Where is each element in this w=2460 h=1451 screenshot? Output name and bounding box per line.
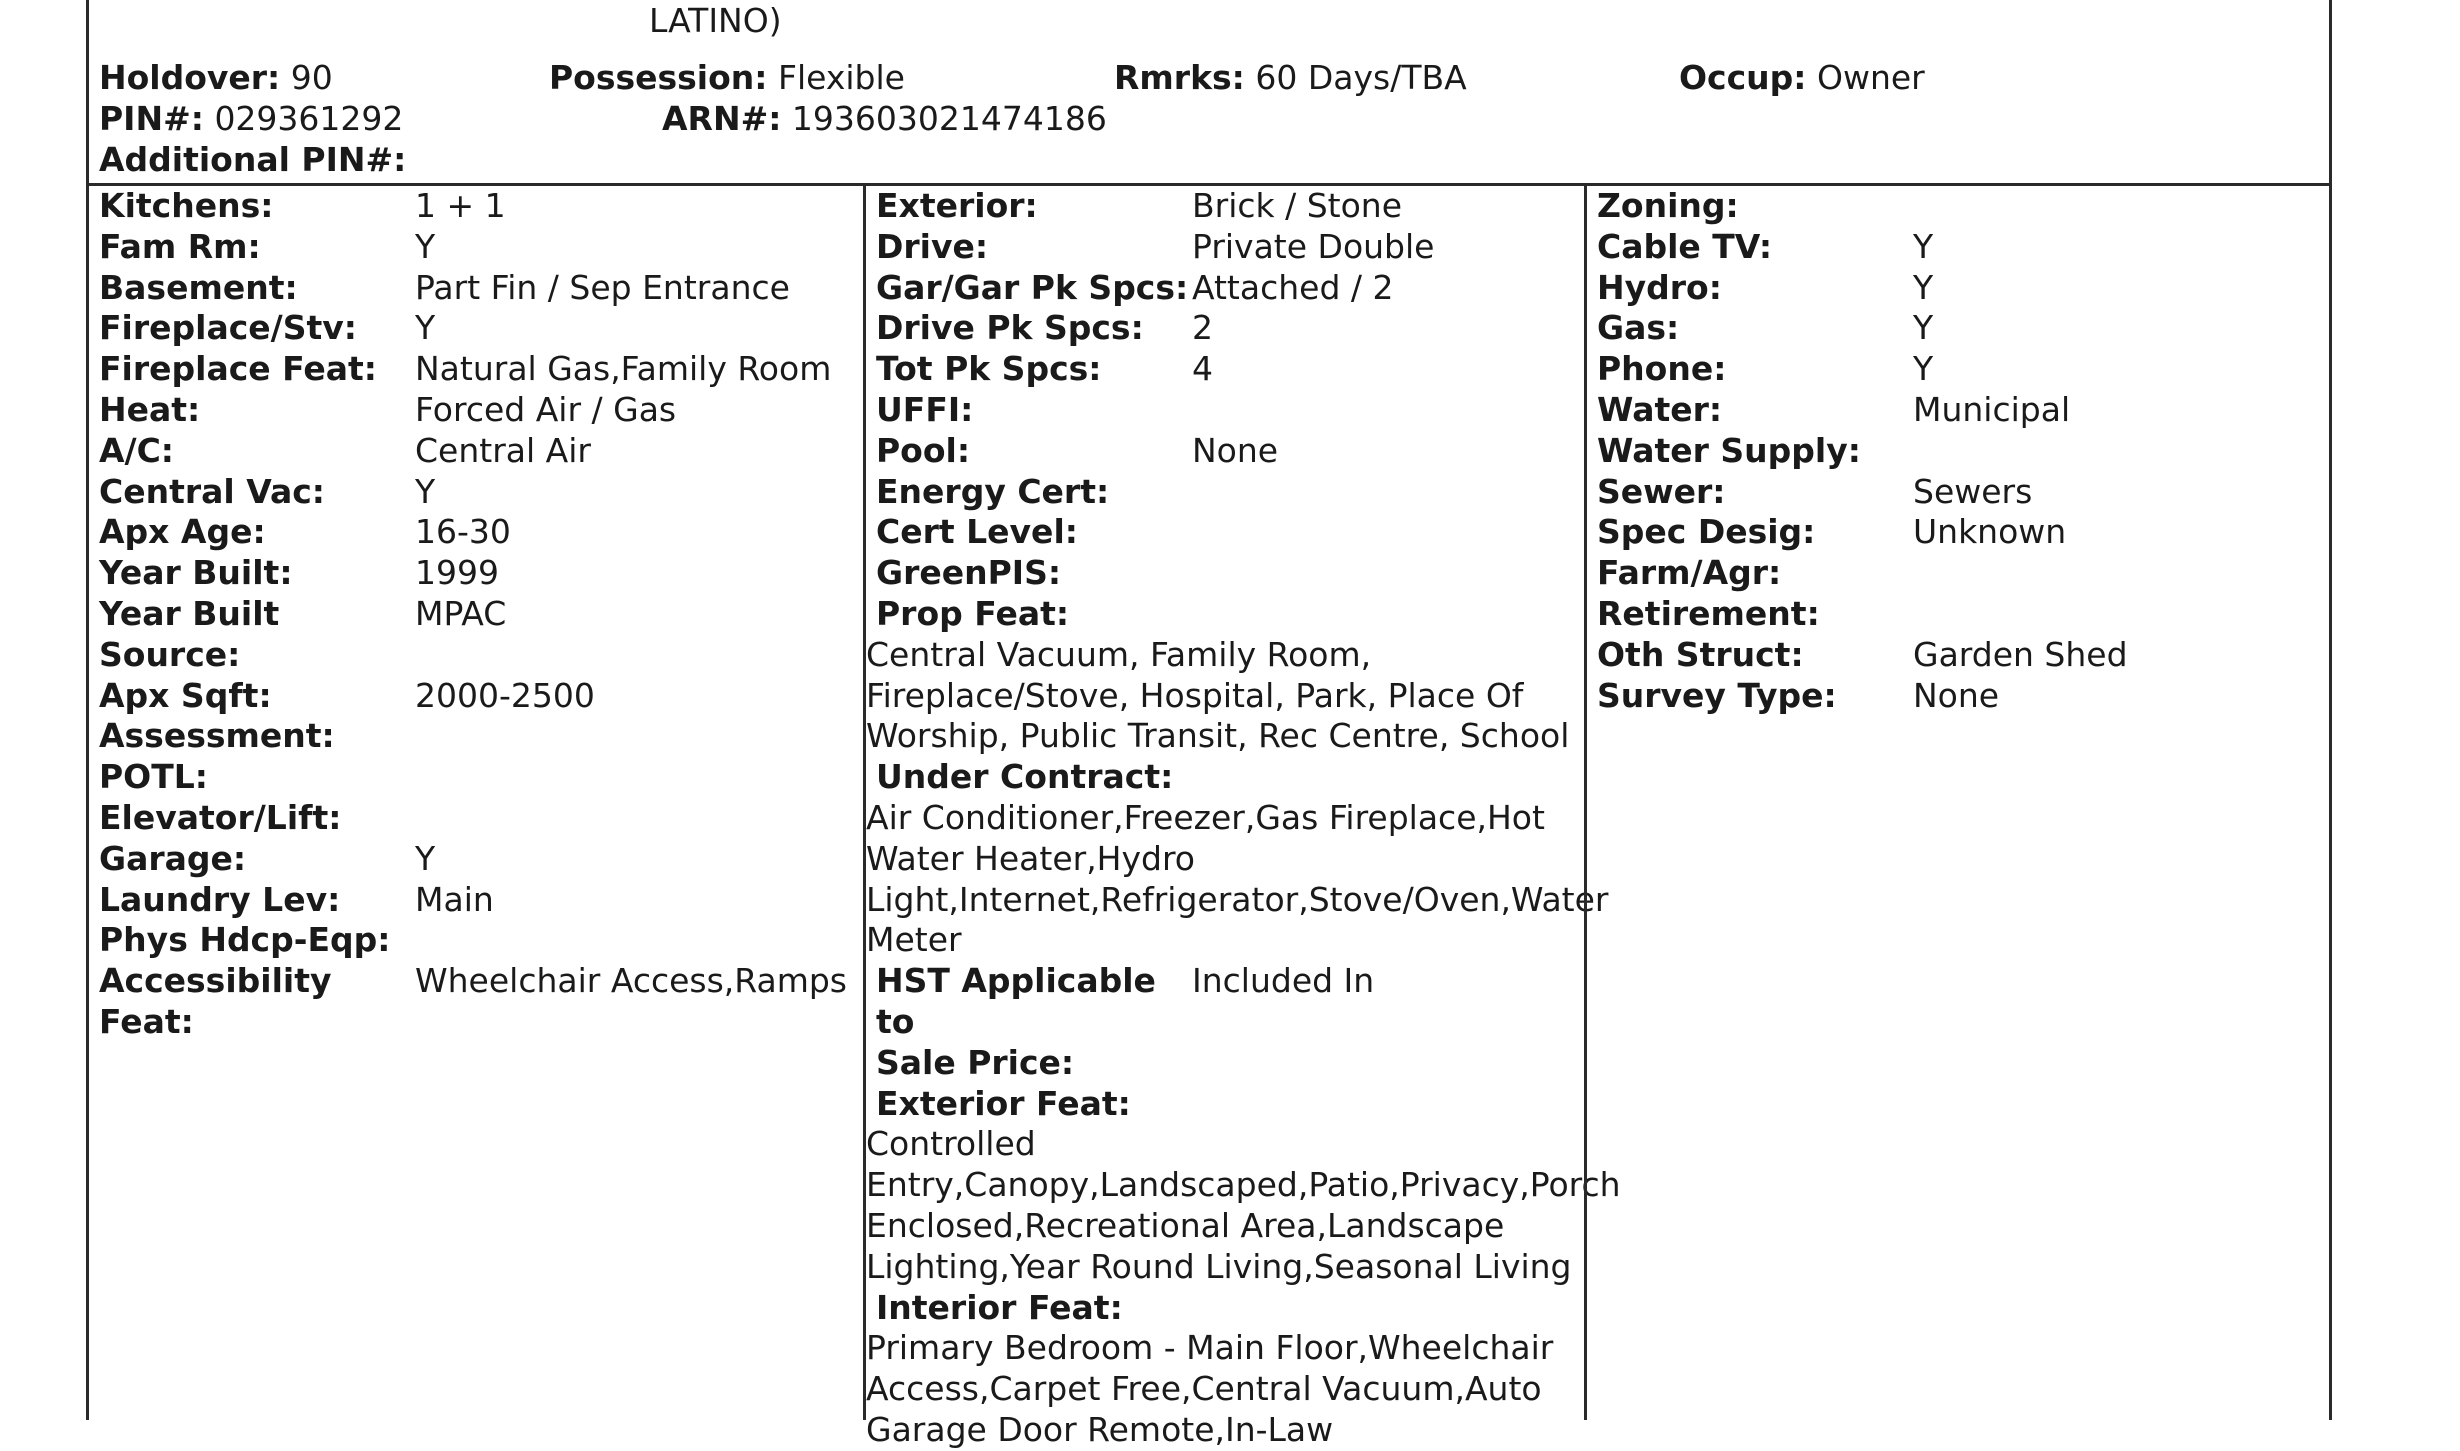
arn-field: [662, 98, 1107, 139]
interior-feat-label: Interior Feat:: [876, 1287, 1123, 1327]
services-field-value: None: [1913, 675, 2000, 715]
under-contract-text: [866, 797, 1609, 961]
column-exterior-details: [863, 186, 1621, 1449]
rmrks-label: Rmrks:: [1114, 58, 1245, 97]
exterior-field-value: [1192, 512, 1582, 553]
interior-field-row: [99, 635, 847, 676]
exterior-field-value: [1192, 390, 1582, 431]
hst-label-line-1: HST Applicable to: [876, 961, 1156, 1041]
exterior-field-row: [866, 308, 1582, 349]
exterior-field-row: [866, 553, 1582, 594]
interior-field-value: [415, 798, 847, 839]
interior-field-value: Main: [415, 879, 494, 919]
interior-field-row: [99, 880, 847, 921]
interior-field-row: [99, 472, 847, 513]
interior-field-row: [99, 920, 847, 961]
exterior-field-row: [866, 349, 1582, 390]
interior-field-row: [99, 308, 847, 349]
exterior-field-row: [866, 268, 1582, 309]
interior-field-label: Kitchens:: [99, 186, 274, 225]
prop-feat-text: [866, 635, 1582, 757]
services-field-row: [1597, 186, 2128, 227]
services-field-value: Garden Shed: [1913, 634, 2128, 674]
exterior-field-row: [866, 227, 1582, 268]
services-field-row: [1597, 472, 2128, 513]
interior-field-value: [415, 757, 847, 798]
exterior-field-label: GreenPIS:: [876, 553, 1062, 593]
interior-field-value: Y: [415, 471, 436, 511]
occup-label: Occup:: [1679, 58, 1807, 97]
services-field-label: Survey Type:: [1597, 675, 1837, 715]
exterior-field-value: None: [1192, 430, 1279, 470]
interior-details-list: [99, 186, 847, 1043]
pin-field: [99, 98, 403, 139]
services-field-row: [1597, 431, 2128, 472]
hst-label: [866, 961, 1192, 1083]
interior-feat-text: [866, 1328, 1582, 1450]
interior-field-label: Garage:: [99, 838, 247, 878]
interior-field-row: [99, 553, 847, 594]
under-contract-line: Light,Internet,Refrigerator,Stove/Oven,Water: [866, 879, 1609, 919]
additional-pin-label: Additional PIN#:: [99, 140, 407, 179]
services-field-value: Y: [1913, 226, 1934, 266]
interior-field-value: 1 + 1: [415, 186, 506, 225]
interior-field-value: [415, 716, 847, 757]
services-field-row: [1597, 512, 2128, 553]
interior-field-label: Phys Hdcp-Eqp:: [99, 920, 391, 960]
exterior-field-label: Gar/Gar Pk Spcs:: [876, 267, 1189, 307]
services-field-label: Cable TV:: [1597, 226, 1773, 266]
pin-value: 029361292: [214, 99, 404, 138]
services-field-row: [1597, 390, 2128, 431]
services-field-label: Zoning:: [1597, 186, 1739, 225]
interior-field-label: Basement:: [99, 267, 298, 307]
interior-field-label: Source:: [99, 634, 241, 674]
interior-field-label: Year Built:: [99, 553, 293, 593]
exterior-field-label: Cert Level:: [876, 512, 1078, 552]
interior-field-row: [99, 716, 847, 757]
interior-field-value: 16-30: [415, 512, 511, 552]
interior-field-value: Central Air: [415, 430, 591, 470]
exterior-field-row: [866, 472, 1582, 513]
interior-field-value: Y: [415, 838, 436, 878]
exterior-feat-line: Enclosed,Recreational Area,Landscape: [866, 1205, 1505, 1245]
exterior-field-label: UFFI:: [876, 389, 974, 429]
interior-field-label: Laundry Lev:: [99, 879, 341, 919]
under-contract-line: Air Conditioner,Freezer,Gas Fireplace,Hot: [866, 797, 1545, 837]
services-field-label: Farm/Agr:: [1597, 553, 1782, 593]
interior-field-value: [415, 920, 847, 961]
services-field-row: [1597, 308, 2128, 349]
exterior-field-label: Energy Cert:: [876, 471, 1110, 511]
listing-sheet: [86, 0, 2332, 1449]
interior-field-label: Elevator/Lift:: [99, 797, 342, 837]
interior-field-row: [99, 512, 847, 553]
interior-field-value: MPAC: [415, 593, 507, 633]
exterior-field-row: [866, 390, 1582, 431]
services-field-row: [1597, 349, 2128, 390]
services-field-label: Spec Desig:: [1597, 512, 1816, 552]
interior-feat-line: Access,Carpet Free,Central Vacuum,Auto: [866, 1369, 1542, 1409]
services-field-label: Oth Struct:: [1597, 634, 1804, 674]
interior-field-row: [99, 227, 847, 268]
services-field-value: Unknown: [1913, 512, 2067, 552]
possession-field: [549, 57, 905, 98]
services-field-label: Sewer:: [1597, 471, 1726, 511]
under-contract-line: Meter: [866, 920, 962, 960]
interior-field-label: A/C:: [99, 430, 175, 470]
exterior-field-label: Pool:: [876, 430, 971, 470]
services-field-value: [1913, 186, 2128, 227]
interior-field-value: [415, 635, 847, 676]
exterior-field-label: Drive Pk Spcs:: [876, 308, 1144, 348]
exterior-field-row: [866, 512, 1582, 553]
interior-field-label: Apx Age:: [99, 512, 266, 552]
interior-field-label: Accessibility: [99, 961, 332, 1001]
rmrks-value: 60 Days/TBA: [1255, 58, 1467, 97]
under-contract-label: Under Contract:: [876, 757, 1174, 797]
services-field-label: Gas:: [1597, 308, 1680, 348]
exterior-feat-label: Exterior Feat:: [876, 1083, 1131, 1123]
services-field-row: [1597, 268, 2128, 309]
exterior-feat-line: Entry,Canopy,Landscaped,Patio,Privacy,Porch: [866, 1165, 1621, 1205]
interior-field-row: [99, 431, 847, 472]
interior-feat-line: Garage Door Remote,In-Law: [866, 1409, 1334, 1449]
services-field-row: [1597, 594, 2128, 635]
services-field-row: [1597, 553, 2128, 594]
hst-value: Included In: [1192, 961, 1375, 1001]
interior-field-label: Heat:: [99, 389, 201, 429]
services-field-value: Municipal: [1913, 389, 2071, 429]
interior-field-row: [99, 798, 847, 839]
interior-field-label: POTL:: [99, 757, 208, 797]
interior-field-label: Year Built: [99, 593, 280, 633]
exterior-field-label: Exterior:: [876, 186, 1038, 225]
interior-field-value: Wheelchair Access,Ramps: [415, 961, 847, 1001]
exterior-feat-line: Lighting,Year Round Living,Seasonal Living: [866, 1246, 1572, 1286]
exterior-feat-text: [866, 1124, 1621, 1287]
prop-feat-line: Worship, Public Transit, Rec Centre, School: [866, 716, 1570, 756]
exterior-field-value: Brick / Stone: [1192, 186, 1403, 225]
services-details-list: [1597, 186, 2128, 716]
interior-field-label: Apx Sqft:: [99, 675, 272, 715]
services-field-row: [1597, 227, 2128, 268]
services-field-value: Y: [1913, 267, 1934, 307]
arn-label: ARN#:: [662, 99, 782, 138]
interior-field-row: [99, 390, 847, 431]
services-field-value: [1913, 594, 2128, 635]
occup-field: [1679, 57, 1925, 98]
services-field-label: Phone:: [1597, 349, 1727, 389]
prop-feat-line: Central Vacuum, Family Room,: [866, 634, 1372, 674]
interior-field-value: 1999: [415, 553, 499, 593]
interior-field-row: [99, 349, 847, 390]
interior-field-row: [99, 961, 847, 1002]
possession-label: Possession:: [549, 58, 768, 97]
possession-value: Flexible: [777, 58, 905, 97]
exterior-field-label: Tot Pk Spcs:: [876, 349, 1102, 389]
hst-label-line-2: Sale Price:: [876, 1042, 1075, 1082]
interior-field-row: [99, 1002, 847, 1043]
interior-field-label: Central Vac:: [99, 471, 325, 511]
holdover-label: Holdover:: [99, 58, 281, 97]
interior-field-row: [99, 268, 847, 309]
services-field-label: Hydro:: [1597, 267, 1722, 307]
exterior-field-value: Private Double: [1192, 226, 1435, 266]
exterior-field-value: [1192, 472, 1582, 513]
exterior-details-list: [866, 186, 1621, 1451]
services-field-label: Water:: [1597, 389, 1723, 429]
interior-field-row: [99, 676, 847, 717]
holdover-field: [99, 57, 333, 98]
interior-field-value: Forced Air / Gas: [415, 389, 677, 429]
exterior-field-label: Drive:: [876, 226, 989, 266]
exterior-field-value: 2: [1192, 308, 1213, 348]
interior-field-row: [99, 594, 847, 635]
prop-feat-line: Fireplace/Stove, Hospital, Park, Place Of: [866, 675, 1524, 715]
interior-field-row: [99, 839, 847, 880]
services-field-value: Y: [1913, 349, 1934, 389]
interior-field-value: Part Fin / Sep Entrance: [415, 267, 790, 307]
column-services-details: [1584, 186, 2332, 1420]
services-field-value: [1913, 431, 2128, 472]
services-field-row: [1597, 676, 2128, 717]
prop-feat-label: Prop Feat:: [876, 593, 1070, 633]
interior-field-label: Fireplace Feat:: [99, 349, 377, 389]
services-field-label: Retirement:: [1597, 593, 1820, 633]
column-interior-details: [89, 186, 863, 1420]
interior-field-value: Y: [415, 308, 436, 348]
services-field-value: Y: [1913, 308, 1934, 348]
hst-row: [866, 961, 1582, 1083]
interior-field-label: Assessment:: [99, 716, 335, 756]
interior-field-value: Y: [415, 226, 436, 266]
exterior-field-value: 4: [1192, 349, 1213, 389]
interior-field-value: [415, 1002, 847, 1043]
interior-feat-line: Primary Bedroom - Main Floor,Wheelchair: [866, 1328, 1554, 1368]
additional-pin-field: [99, 139, 406, 180]
occup-value: Owner: [1817, 58, 1925, 97]
interior-field-label: Fireplace/Stv:: [99, 308, 357, 348]
interior-field-label: Fam Rm:: [99, 226, 261, 266]
under-contract-line: Water Heater,Hydro: [866, 838, 1196, 878]
interior-field-row: [99, 186, 847, 227]
exterior-field-row: [866, 431, 1582, 472]
interior-field-value: Natural Gas,Family Room: [415, 349, 832, 389]
services-field-label: Water Supply:: [1597, 430, 1861, 470]
exterior-feat-line: Controlled: [866, 1124, 1036, 1164]
interior-field-label: Feat:: [99, 1001, 194, 1041]
owner-line-2: LATINO): [649, 1, 782, 40]
exterior-field-row: [866, 186, 1582, 227]
services-field-value: [1913, 553, 2128, 594]
exterior-field-value: [1192, 553, 1582, 594]
interior-field-row: [99, 757, 847, 798]
exterior-field-value: Attached / 2: [1192, 267, 1394, 307]
services-field-row: [1597, 635, 2128, 676]
exterior-kv-list: [866, 186, 1582, 594]
rmrks-field: [1114, 57, 1467, 98]
services-field-value: Sewers: [1913, 471, 2033, 511]
pin-label: PIN#:: [99, 99, 204, 138]
arn-value: 193603021474186: [791, 99, 1107, 138]
interior-field-value: 2000-2500: [415, 675, 595, 715]
holdover-value: 90: [290, 58, 333, 97]
